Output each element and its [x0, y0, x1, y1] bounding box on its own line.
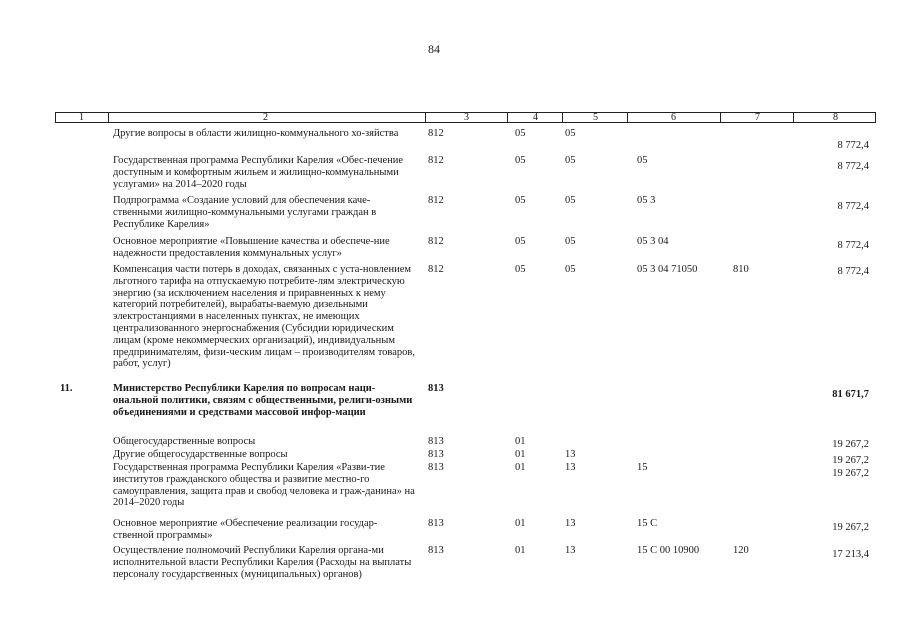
row-ved: 813 — [428, 545, 444, 556]
row-rz: 01 — [515, 462, 526, 473]
row-rz: 05 — [515, 155, 526, 166]
header-divider — [108, 112, 109, 123]
row-pr: 13 — [565, 462, 576, 473]
header-divider — [425, 112, 426, 123]
row-vr: 810 — [733, 264, 749, 275]
row-ved: 812 — [428, 236, 444, 247]
row-pr: 13 — [565, 545, 576, 556]
row-sum: 19 267,2 — [832, 439, 869, 450]
header-divider — [793, 112, 794, 123]
row-rz: 05 — [515, 264, 526, 275]
row-rz: 05 — [515, 128, 526, 139]
row-ved: 813 — [428, 449, 444, 460]
row-name: Осуществление полномочий Республики Карелия органа-ми исполнительной власти Республики Карелия (Расходы на выплаты персоналу государственных (муниципальных) органов) — [113, 545, 412, 580]
row-sum: 17 213,4 — [832, 549, 869, 560]
header-divider — [507, 112, 508, 123]
row-name: Основное мероприятие «Повышение качества и обеспече-ние надежности предоставления коммунальных услуг» — [113, 236, 390, 259]
row-csr: 15 С — [637, 518, 658, 529]
row-pr: 05 — [565, 264, 576, 275]
row-pr: 05 — [565, 236, 576, 247]
header-divider — [875, 112, 876, 123]
row-sum: 19 267,2 — [832, 455, 869, 466]
row-csr: 05 — [637, 155, 648, 166]
row-name: Компенсация части потерь в доходах, связанных с уста-новлением льготного тарифа на отпускаемую потребите-лям электрическую энергию (за исключением населения и приравненных к нему категорий потребителей), вырабаты-ваемую дизельными электростанциями в населенных пунктах, не имеющих централизованного энергоснабжения (Субсидии юридическим лицам (кроме некоммерческих организаций), индивидуальным предпринимателям, физи-ческим лицам – производителям товаров, работ, услуг) — [113, 264, 415, 370]
row-name: Другие общегосударственные вопросы — [113, 449, 288, 460]
row-name: Основное мероприятие «Обеспечение реализации государ-ственной программы» — [113, 518, 378, 541]
row-ved: 812 — [428, 264, 444, 275]
row-name: Подпрограмма «Создание условий для обеспечения каче-ственными жилищно-коммунальными услугами граждан в Республике Карелия» — [113, 195, 377, 230]
row-ved: 813 — [428, 518, 444, 529]
row-pr: 05 — [565, 155, 576, 166]
row-sum: 8 772,4 — [837, 240, 869, 251]
row-csr: 15 С 00 10900 — [637, 545, 700, 556]
row-sum: 8 772,4 — [837, 266, 869, 277]
header-divider — [562, 112, 563, 123]
row-pr: 05 — [565, 128, 576, 139]
row-rz: 01 — [515, 545, 526, 556]
header-col-5: 5 — [593, 112, 598, 123]
row-sum: 8 772,4 — [837, 201, 869, 212]
header-divider — [720, 112, 721, 123]
row-ved: 812 — [428, 155, 444, 166]
row-rz: 01 — [515, 449, 526, 460]
row-vr: 120 — [733, 545, 749, 556]
row-pr: 13 — [565, 518, 576, 529]
row-csr: 05 3 04 71050 — [637, 264, 698, 275]
row-rz: 05 — [515, 236, 526, 247]
row-csr: 05 3 04 — [637, 236, 669, 247]
row-rz: 01 — [515, 436, 526, 447]
header-col-3: 3 — [464, 112, 469, 123]
header-col-2: 2 — [263, 112, 268, 123]
row-name: Министерство Республики Карелия по вопросам наци-ональной политики, связям с общественными, религи-озными объединениями и средствами массовой инфор-мации — [113, 383, 413, 418]
row-sum: 81 671,7 — [832, 389, 869, 400]
header-divider — [627, 112, 628, 123]
row-sum: 19 267,2 — [832, 522, 869, 533]
row-sum: 8 772,4 — [837, 161, 869, 172]
header-col-4: 4 — [533, 112, 538, 123]
table-header — [55, 112, 876, 123]
row-ved: 813 — [428, 462, 444, 473]
row-pr: 13 — [565, 449, 576, 460]
page-number: 84 — [428, 42, 440, 56]
row-ved: 813 — [428, 436, 444, 447]
row-name: Государственная программа Республики Карелия «Разви-тие институтов гражданского общества и развитие местно-го самоуправления, защита прав и свобод человека и граж-данина» на 2014–2020 годы — [113, 462, 415, 509]
row-csr: 15 — [637, 462, 648, 473]
row-rz: 05 — [515, 195, 526, 206]
header-divider — [55, 112, 56, 123]
row-sum: 8 772,4 — [837, 140, 869, 151]
header-col-8: 8 — [833, 112, 838, 123]
row-name: Другие вопросы в области жилищно-коммунального хо-зяйства — [113, 128, 399, 139]
row-ved: 812 — [428, 195, 444, 206]
row-ved: 812 — [428, 128, 444, 139]
row-name: Государственная программа Республики Карелия «Обес-печение доступным и комфортным жильем и жилищно-коммунальными услугами» на 2014–2020 годы — [113, 155, 404, 190]
row-rz: 01 — [515, 518, 526, 529]
row-sum: 19 267,2 — [832, 468, 869, 479]
row-ved: 813 — [428, 383, 444, 394]
row-number: 11. — [60, 383, 73, 394]
row-name: Общегосударственные вопросы — [113, 436, 256, 447]
row-csr: 05 3 — [637, 195, 656, 206]
row-pr: 05 — [565, 195, 576, 206]
header-col-1: 1 — [79, 112, 84, 123]
header-col-7: 7 — [755, 112, 760, 123]
header-col-6: 6 — [671, 112, 676, 123]
